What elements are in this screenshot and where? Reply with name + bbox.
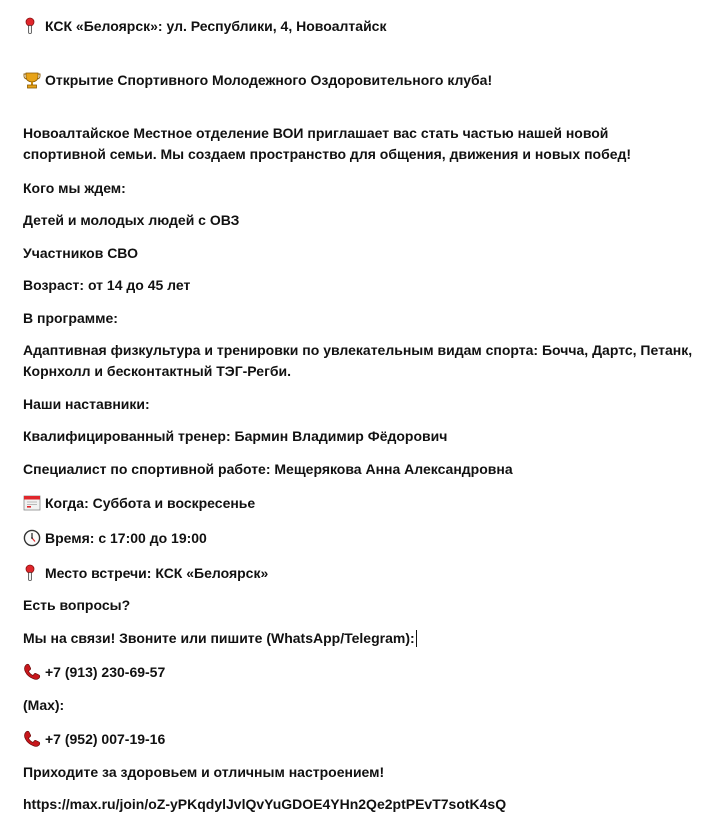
calendar-icon: [23, 494, 41, 512]
max-label: (Max):: [23, 697, 65, 713]
contacts-call-to-action: Мы на связи! Звоните или пишите (WhatsApp/Telegram):: [23, 630, 415, 646]
program-heading: В программе:: [23, 310, 118, 326]
contacts-question: Есть вопросы?: [23, 597, 131, 613]
schedule-when-line: [23, 493, 255, 513]
telephone-receiver-icon: [23, 730, 41, 748]
phone-line-1: [23, 662, 165, 682]
join-link-line: [23, 794, 506, 814]
trophy-icon: [23, 71, 41, 89]
audience-heading: Кого мы ждем:: [23, 180, 126, 196]
location-line: [23, 16, 386, 36]
location-text: КСК «Белоярск»: ул. Республики, 4, Новоалтайск: [45, 18, 387, 34]
telephone-receiver-icon: [23, 663, 41, 681]
schedule-time-line: [23, 528, 207, 548]
contacts-call-to-action-line: [23, 628, 417, 648]
program-text: Адаптивная физкультура и тренировки по увлекательным видам спорта: Бочча, Дартс, Петанк, Корнхолл и бесконтактный ТЭГ-Регби.: [23, 342, 693, 379]
title-line: [23, 70, 492, 90]
round-pushpin-icon: [23, 564, 41, 582]
text-cursor: [416, 630, 417, 647]
schedule-time-text: Время: с 17:00 до 19:00: [45, 530, 207, 546]
phone-number-1[interactable]: +7 (913) 230-69-57: [45, 664, 166, 680]
audience-item: Участников СВО: [23, 245, 138, 261]
phone-line-2: [23, 729, 165, 749]
mentor-item: Специалист по спортивной работе: Мещерякова Анна Александровна: [23, 461, 513, 477]
schedule-place-text: Место встречи: КСК «Белоярск»: [45, 565, 269, 581]
round-pushpin-icon: [23, 17, 41, 35]
mentors-heading: Наши наставники:: [23, 396, 150, 412]
clock-icon: [23, 529, 41, 547]
schedule-place-line: [23, 563, 268, 583]
closing-text: Приходите за здоровьем и отличным настроением!: [23, 764, 385, 780]
join-link[interactable]: https://max.ru/join/oZ-yPKqdylJvlQvYuGDOE4YHn2Qe2ptPEvT7sotK4sQ: [23, 796, 507, 812]
mentor-item: Квалифицированный тренер: Бармин Владимир Фёдорович: [23, 428, 448, 444]
phone-number-2[interactable]: +7 (952) 007-19-16: [45, 731, 166, 747]
schedule-when-text: Когда: Суббота и воскресенье: [45, 495, 256, 511]
title-text: Открытие Спортивного Молодежного Оздоровительного клуба!: [45, 72, 493, 88]
intro-paragraph: Новоалтайское Местное отделение ВОИ приглашает вас стать частью нашей новой спортивной семьи. Мы создаем пространство для общения, движения и новых побед!: [23, 125, 632, 162]
audience-item: Детей и молодых людей с ОВЗ: [23, 212, 240, 228]
audience-item: Возраст: от 14 до 45 лет: [23, 277, 191, 293]
